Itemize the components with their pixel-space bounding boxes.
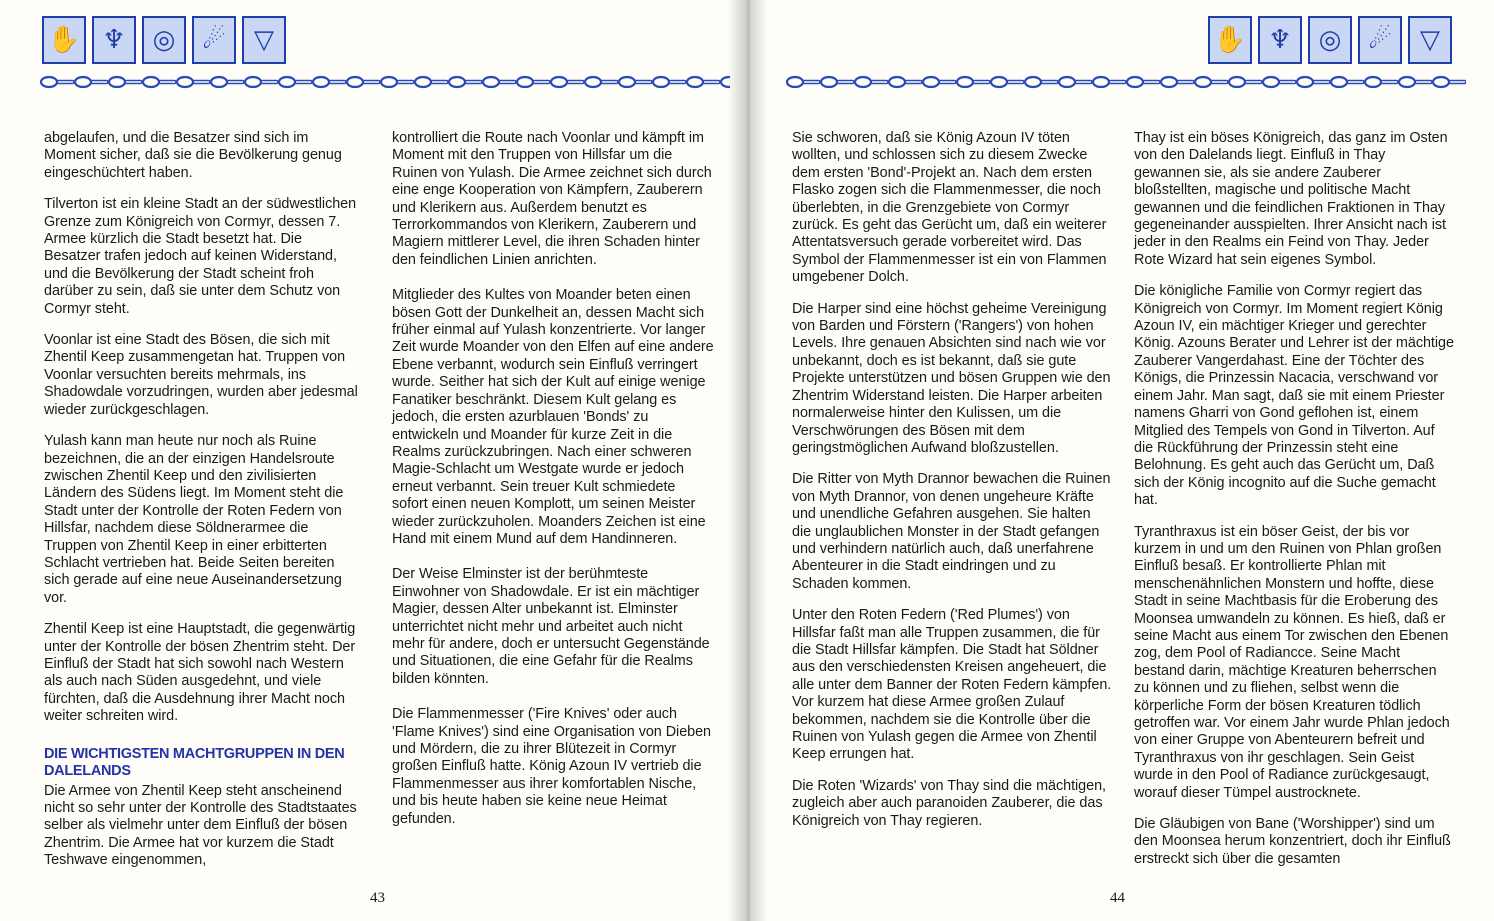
text-column-4 (1134, 130, 1454, 882)
paragraph: Die Roten 'Wizards' von Thay sind die mächtigen, zugleich aber auch paranoiden Zauberer, die das Königreich von Thay regieren. (792, 777, 1106, 829)
paragraph: kontrolliert die Route nach Voonlar und kämpft im Moment mit den Truppen von Hillsfar um die Ruinen von Yulash. Die Armee zeichnet sich durch eine enge Kooperation von Kämpfern, Zauberern und Klerikern aus. Außerdem benutzt es Terrorkommandos von Klerikern, Zauberern und Magiern mittlerer Level, die ihren Schaden hinter den feindlichen Linien anrichten. (392, 130, 712, 268)
triangle-icon: ▽ (1408, 16, 1452, 64)
demon-icon: ♆ (92, 16, 136, 64)
paragraph: Die Harper sind eine höchst geheime Vereinigung von Barden und Förstern ('Rangers') von hohen Levels. Ihre genauen Absichten sind nach wie vor unbekannt, doch es ist bekannt, daß sie gute Projekte unterstützen und bösen Gruppen wie den Zhentrim Widerstand leisten. Die Harper arbeiten normalerweise hinter den Kulissen, um die Verschwörungen des Bösen mit dem geringstmöglichen Aufwand bloßzustellen. (792, 300, 1111, 456)
paragraph: Die Armee von Zhentil Keep steht anscheinend nicht so sehr unter der Kontrolle des Stadtstaates selber als vielmehr unter dem Einfluß der bösen Zhentrim. Die Armee hat vor kurzem die Stadt Teshwave eingenommen, (44, 782, 357, 869)
hand-icon: ✋ (42, 16, 86, 64)
text-column-2 (392, 130, 714, 842)
paragraph: Tilverton ist ein kleine Stadt an der südwestlichen Grenze zum Königreich von Cormyr, dessen 7. Armee kürzlich die Stadt besetzt hat. Die Besatzer trafen jedoch auf keinen Widerstand, und die Bevölkerung der Stadt scheint froh darüber zu sein, daß sie unter dem Schutz von Cormyr steht. (44, 196, 357, 317)
dragon-icon: ☄ (192, 16, 236, 64)
paragraph: abgelaufen, und die Besatzer sind sich im Moment sicher, daß sie die Bevölkerung genug eingeschüchtert haben. (44, 130, 342, 181)
paragraph: Sie schworen, daß sie König Azoun IV töten wollten, und schlossen sich zu diesem Zwecke dem ersten 'Bond'-Projekt an. Nach dem ersten Flasko zogen sich die Flammenmesser, die noch überlebten, in die Grenzgebiete von Cormyr zurück. Es geht das Gerücht um, daß ein weiterer Attentatsversuch gerade vorbereitet wird. Das Symbol der Flammenmesser ist ein von Flammen umgebener Dolch. (792, 130, 1107, 286)
text-column-3 (792, 130, 1112, 844)
icon-row-right (1208, 16, 1452, 64)
demon-icon: ♆ (1258, 16, 1302, 64)
right-page (746, 0, 1494, 921)
page-number: 43 (370, 890, 385, 906)
paragraph: Unter den Roten Federn ('Red Plumes') von Hillsfar faßt man alle Truppen zusammen, die für die Stadt Hillsfar kämpfen. Die Stadt hat Söldner aus den verschiedensten Kreisen angeheuert, die alle unter dem Banner der Roten Federn kämpfen. Vor kurzem hat diese Armee großen Zulauf bekommen, nachdem sie die Kontrolle über die Ruinen von Yulash gegen die Armee von Zhentil Keep errungen hat. (792, 607, 1112, 763)
ring-icon: ◎ (142, 16, 186, 64)
triangle-icon: ▽ (242, 16, 286, 64)
paragraph: Zhentil Keep ist eine Hauptstadt, die gegenwärtig unter der Kontrolle der bösen Zhentrim steht. Der Einfluß der Stadt hat sich sowohl nach Western als auch nach Süden ausgedehnt, und viele fürchten, daß die Ausdehnung ihrer Macht noch weiter schreiten wird. (44, 621, 356, 725)
paragraph: Thay ist ein böses Königreich, das ganz im Osten von den Dalelands liegt. Einfluß in Thay gewannen sie, als sie andere Zauberer bloßstellten, magische und politische Macht gewannen und die feindlichen Fraktionen in Thay gegeneinander ausspielten. Ihrer Ansicht nach ist jeder in den Realms ein Feind von Thay. Jeder Rote Wizard hat sein eigenes Symbol. (1134, 130, 1448, 268)
ring-icon: ◎ (1308, 16, 1352, 64)
hand-icon: ✋ (1208, 16, 1252, 64)
dragon-icon: ☄ (1358, 16, 1402, 64)
paragraph: Die königliche Familie von Cormyr regiert das Königreich von Cormyr. Im Moment regiert König Azoun IV, ein mächtiger Krieger und gerechter König. Azouns Berater und Lehrer ist der mächtige Zauberer Vangerdahast. Eine der Töchter des Königs, die Prinzessin Nacacia, verschwand vor einem Jahr. Man sagt, daß sie mit einem Priester namens Gharri von Gond geflohen ist, einem Mitglied des Tempels von Gond in Tilverton. Auf die Rückführung der Prinzessin steht eine Belohnung. Es geht auch das Gerücht um, Daß sich der König incognito auf die Suche gemacht hat. (1134, 283, 1454, 509)
paragraph: Der Weise Elminster ist der berühmteste Einwohner von Shadowdale. Er ist ein mächtiger Magier, dessen Alter unbekannt ist. Elminster unterrichtet nicht mehr und arbeitet auch nicht mehr für andere, doch er untersucht Gegenstände und Situationen, die eine Gefahr für die Realms bilden könnten. (392, 566, 710, 687)
page-number: 44 (1110, 890, 1125, 906)
paragraph: Mitglieder des Kultes von Moander beten einen bösen Gott der Dunkelheit an, dessen Macht sich früher einmal auf Yulash konzentrierte. Vor langer Zeit wurde Moander von den Elfen auf eine andere Ebene verbannt, wodurch sein Einfluß verringert wurde. Seither hat sich der Kult auf einige wenige Fanatiker beschränkt. Diesem Kult gelang es jedoch, die ersten azurblauen 'Bonds' zu entwickeln und Moander für kurze Zeit in die Realms zurückzubringen. Nach einer schweren Magie-Schlacht um Westgate wurde er jedoch erneut verbannt. Sein treuer Kult schmiedete sofort einen neuen Komplott, um seinen Meister wieder zurückzuholen. Moanders Zeichen ist eine Hand mit einem Mund auf dem Handinneren. (392, 287, 714, 547)
paragraph: Die Gläubigen von Bane ('Worshipper') sind um den Moonsea herum konzentriert, doch ihr Einfluß erstreckt sich über die gesamten (1134, 816, 1451, 867)
chain-divider (40, 70, 730, 94)
paragraph: Die Ritter von Myth Drannor bewachen die Ruinen von Myth Drannor, von denen ungeheure Kräfte und unendliche Gefahren ausgehen. Sie halten die unglaublichen Monster in der Stadt gefangen und verhindern natürlich auch, daß unerfahrene Abenteurer in die Stadt eindringen und zu Schaden kommen. (792, 471, 1111, 592)
paragraph: Yulash kann man heute nur noch als Ruine bezeichnen, die an der einzigen Handelsroute zwischen Zhentil Keep und den zivilisierten Ländern des Südens liegt. Im Moment steht die Stadt unter der Kontrolle der Roten Federn von Hillsfar, nachdem diese Söldnerarmee die Truppen von Zhentil Keep in einer erbitterten Schlacht vertrieben hat. Beide Seiten bereiten sich gerade auf eine neue Auseinandersetzung vor. (44, 433, 344, 606)
paragraph: Voonlar ist eine Stadt des Bösen, die sich mit Zhentil Keep zusammengetan hat. Truppen von Voonlar versuchten bereits mehrmals, ins Shadowdale vorzudringen, wurden aber jedesmal wieder zurückgeschlagen. (44, 332, 358, 418)
paragraph: Tyranthraxus ist ein böser Geist, der bis vor kurzem in und um den Ruinen von Phlan großen Einfluß besaß. Er kontrollierte Phlan mit menschenähnlichen Monstern und hoffte, diese Stadt in seine Machtbasis für die Eroberung des Moonsea umwandeln zu können. Es hieß, daß er seine Macht aus einem Tor zwischen den Ebenen zog, dem Pool of Radiancce. Seine Macht bestand darin, mächtige Kreaturen beherrschen zu können und zu fliehen, selbst wenn die körperliche Form der bösen Kreaturen tödlich getroffen war. Vor einem Jahr wurde Phlan jedoch von einer Gruppe von Abenteurern befreit und Tyranthraxus von ihr geschlagen. Sein Geist wurde in den Pool of Radiance zurückgesaugt, worauf dieser Tümpel austrocknete. (1134, 523, 1450, 801)
chain-divider (786, 70, 1466, 94)
left-page (0, 0, 746, 921)
text-column-1 (44, 130, 362, 884)
icon-row-left (42, 16, 286, 64)
paragraph: Die Flammenmesser ('Fire Knives' oder auch 'Flame Knives') sind eine Organisation von Dieben und Mördern, die zu ihrer Blütezeit in Cormyr großen Einfluß hatte. König Azoun IV vertrieb die Flammenmesser aus ihrer komfortablen Nische, und bis heute haben sie keine neue Heimat gefunden. (392, 706, 712, 827)
section-heading: DIE WICHTIGSTEN MACHTGRUPPEN IN DEN DALELANDS (44, 745, 345, 780)
